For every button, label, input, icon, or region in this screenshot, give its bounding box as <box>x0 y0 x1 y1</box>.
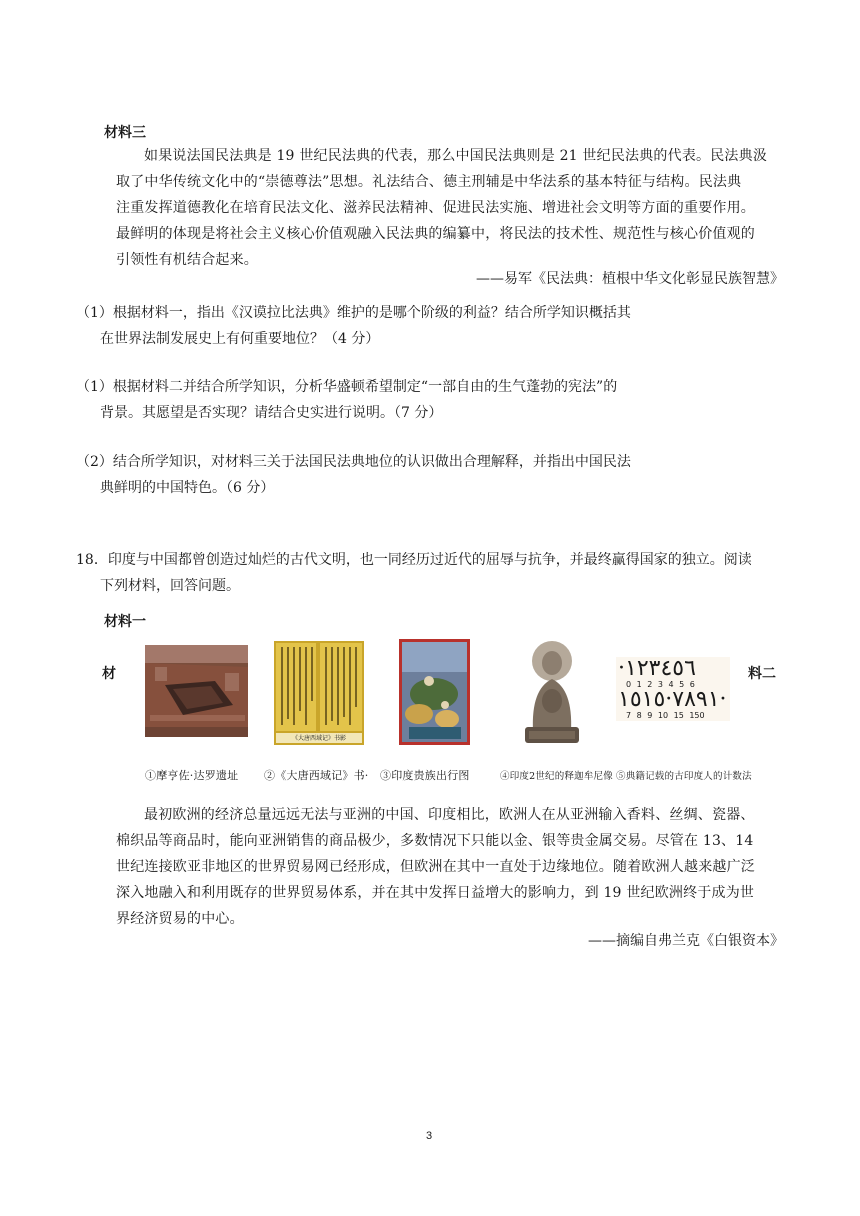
material2-line: 深入地融入和利用既存的世界贸易体系，并在其中发挥日益增大的影响力，到 19 世纪欧洲终于成为世 <box>116 885 755 901</box>
material3-line: 取了中华传统文化中的“崇德尊法”思想。礼法结合、德主刑辅是中华法系的基本特征与结构。民法典 <box>116 174 742 190</box>
painting-photo <box>399 639 470 745</box>
book-caption: 《大唐西域记》书影 <box>291 735 346 742</box>
question-line: 18．印度与中国都曾创造过灿烂的古代文明，也一同经历过近代的屈辱与抗争，并最终赢得国家的独立。阅读 <box>76 552 752 568</box>
material2-line: 棉织品等商品时，能向亚洲销售的商品极少，多数情况下只能以金、银等贵金属交易。尽管在 13、14 <box>116 833 754 849</box>
caption-5: ⑤典籍记载的古印度人的计数法 <box>616 771 752 782</box>
material3-text <box>116 143 806 273</box>
question-line: 在世界法制发展史上有何重要地位？（4 分） <box>100 331 380 347</box>
material3-line: 如果说法国民法典是 19 世纪民法典的代表，那么中国民法典则是 21 世纪民法典的代表。民法典汲 <box>144 148 768 164</box>
caption-2: ②《大唐西域记》书· <box>264 769 369 782</box>
question-line: 典鲜明的中国特色。（6 分） <box>100 480 275 496</box>
question-line: （1）根据材料二并结合所学知识，分析华盛顿希望制定“一部自由的生气蓬勃的宪法”的 <box>76 379 618 395</box>
material-side-left: 材 <box>102 666 116 682</box>
caption-4: ④印度2世纪的释迦牟尼像 <box>500 771 613 782</box>
caption-3: ③印度贵族出行图 <box>380 769 470 782</box>
numerals-top-latin: 0 1 2 3 4 5 6 <box>626 680 695 689</box>
material3-label: 材料三 <box>104 125 146 141</box>
buddha-statue-photo <box>519 639 585 747</box>
numerals-bottom-latin: 7 8 9 10 15 150 <box>626 711 705 720</box>
material2-source: ——摘编自弗兰克《白银资本》 <box>588 933 784 949</box>
question-18 <box>76 547 806 599</box>
material2-line: 最初欧洲的经济总量远远无法与亚洲的中国、印度相比，欧洲人在从亚洲输入香料、丝绸、瓷器、 <box>144 807 755 823</box>
question-line: 背景。其愿望是否实现？请结合史实进行说明。（7 分） <box>100 405 443 421</box>
numerals-image <box>616 657 730 721</box>
material-side-right: 料二 <box>748 666 776 682</box>
question-line: 下列材料，回答问题。 <box>100 578 240 594</box>
question-line: （1）根据材料一，指出《汉谟拉比法典》维护的是哪个阶级的利益？结合所学知识概括其 <box>76 305 631 321</box>
material2-text <box>116 802 806 932</box>
material3-line: 引领性有机结合起来。 <box>116 252 258 268</box>
numerals-top: ·١٢٣٤٥٦ <box>618 656 696 681</box>
material2-line: 世纪连接欧亚非地区的世界贸易网已经形成，但欧洲在其中一直处于边缘地位。随着欧洲人越来越广泛 <box>116 859 755 875</box>
material2-line: 界经济贸易的中心。 <box>116 911 244 927</box>
question-2 <box>76 374 796 426</box>
question-1 <box>76 300 796 352</box>
material3-line: 注重发挥道德教化在培育民法文化、滋养民法精神、促进民法实施、增进社会文明等方面的重要作用。 <box>116 200 755 216</box>
question-line: （2）结合所学知识，对材料三关于法国民法典地位的认识做出合理解释，并指出中国民法 <box>76 454 631 470</box>
material3-source: ——易军《民法典：植根中华文化彰显民族智慧》 <box>476 271 784 287</box>
material3-line: 最鲜明的体现是将社会主义核心价值观融入民法典的编纂中，将民法的技术性、规范性与核心价值观的 <box>116 226 755 242</box>
material1-label: 材料一 <box>104 614 146 630</box>
page-number: 3 <box>426 1130 433 1142</box>
question-3 <box>76 449 796 501</box>
caption-1: ①摩亨佐·达罗遗址 <box>145 769 239 782</box>
book-photo <box>274 641 364 745</box>
numerals-bottom: ٧٨٩١·١٥١٥· <box>618 687 727 712</box>
ruins-photo <box>145 645 248 737</box>
